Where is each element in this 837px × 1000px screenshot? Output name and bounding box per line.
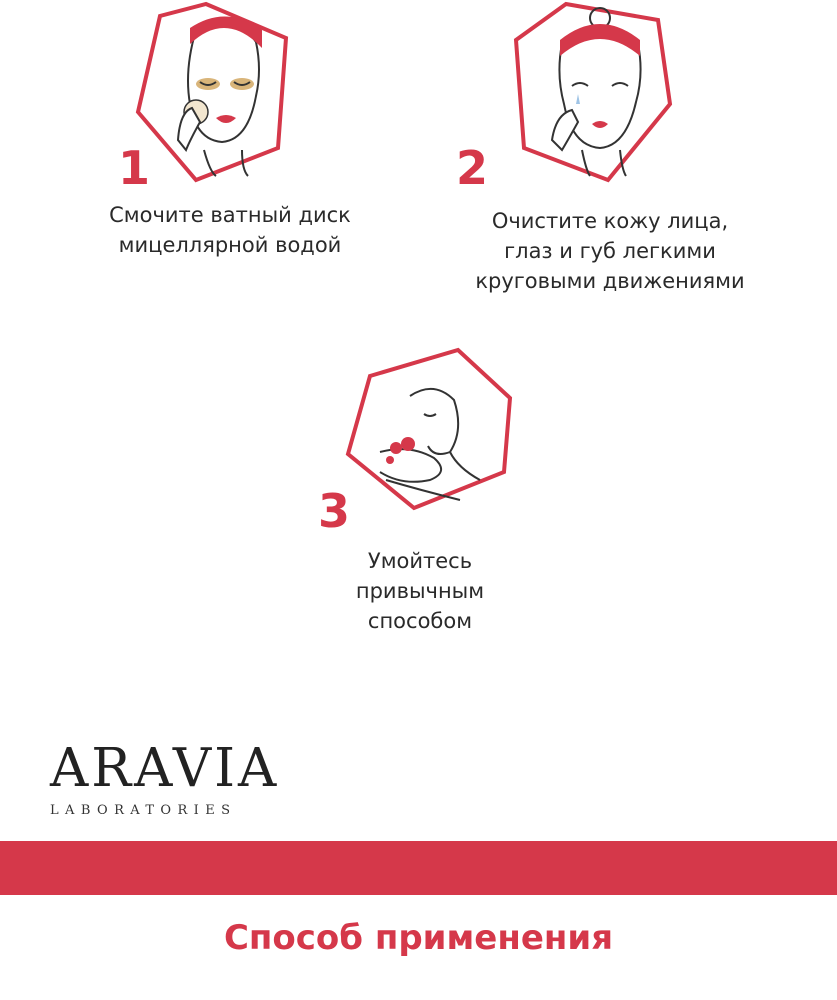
step-description: Умойтесь привычным способом: [355, 549, 485, 633]
face-washing-icon: [340, 340, 520, 520]
face-with-cotton-pad-icon: [130, 0, 300, 190]
page-title: Способ применения: [223, 918, 614, 958]
step-number: 3: [318, 484, 351, 538]
step-number: 2: [456, 141, 489, 195]
logo-wordmark: ARAVIA: [50, 738, 280, 799]
step-description: Очистите кожу лица, глаз и губ легкими круговыми движениями: [475, 209, 745, 293]
accent-band: [0, 841, 837, 895]
brand-logo: [50, 738, 280, 818]
step-number: 1: [118, 141, 151, 195]
logo-subtitle: LABORATORIES: [50, 803, 237, 818]
face-cleansing-icon: [508, 0, 678, 190]
step-description: Смочите ватный диск мицеллярной водой: [109, 203, 351, 257]
